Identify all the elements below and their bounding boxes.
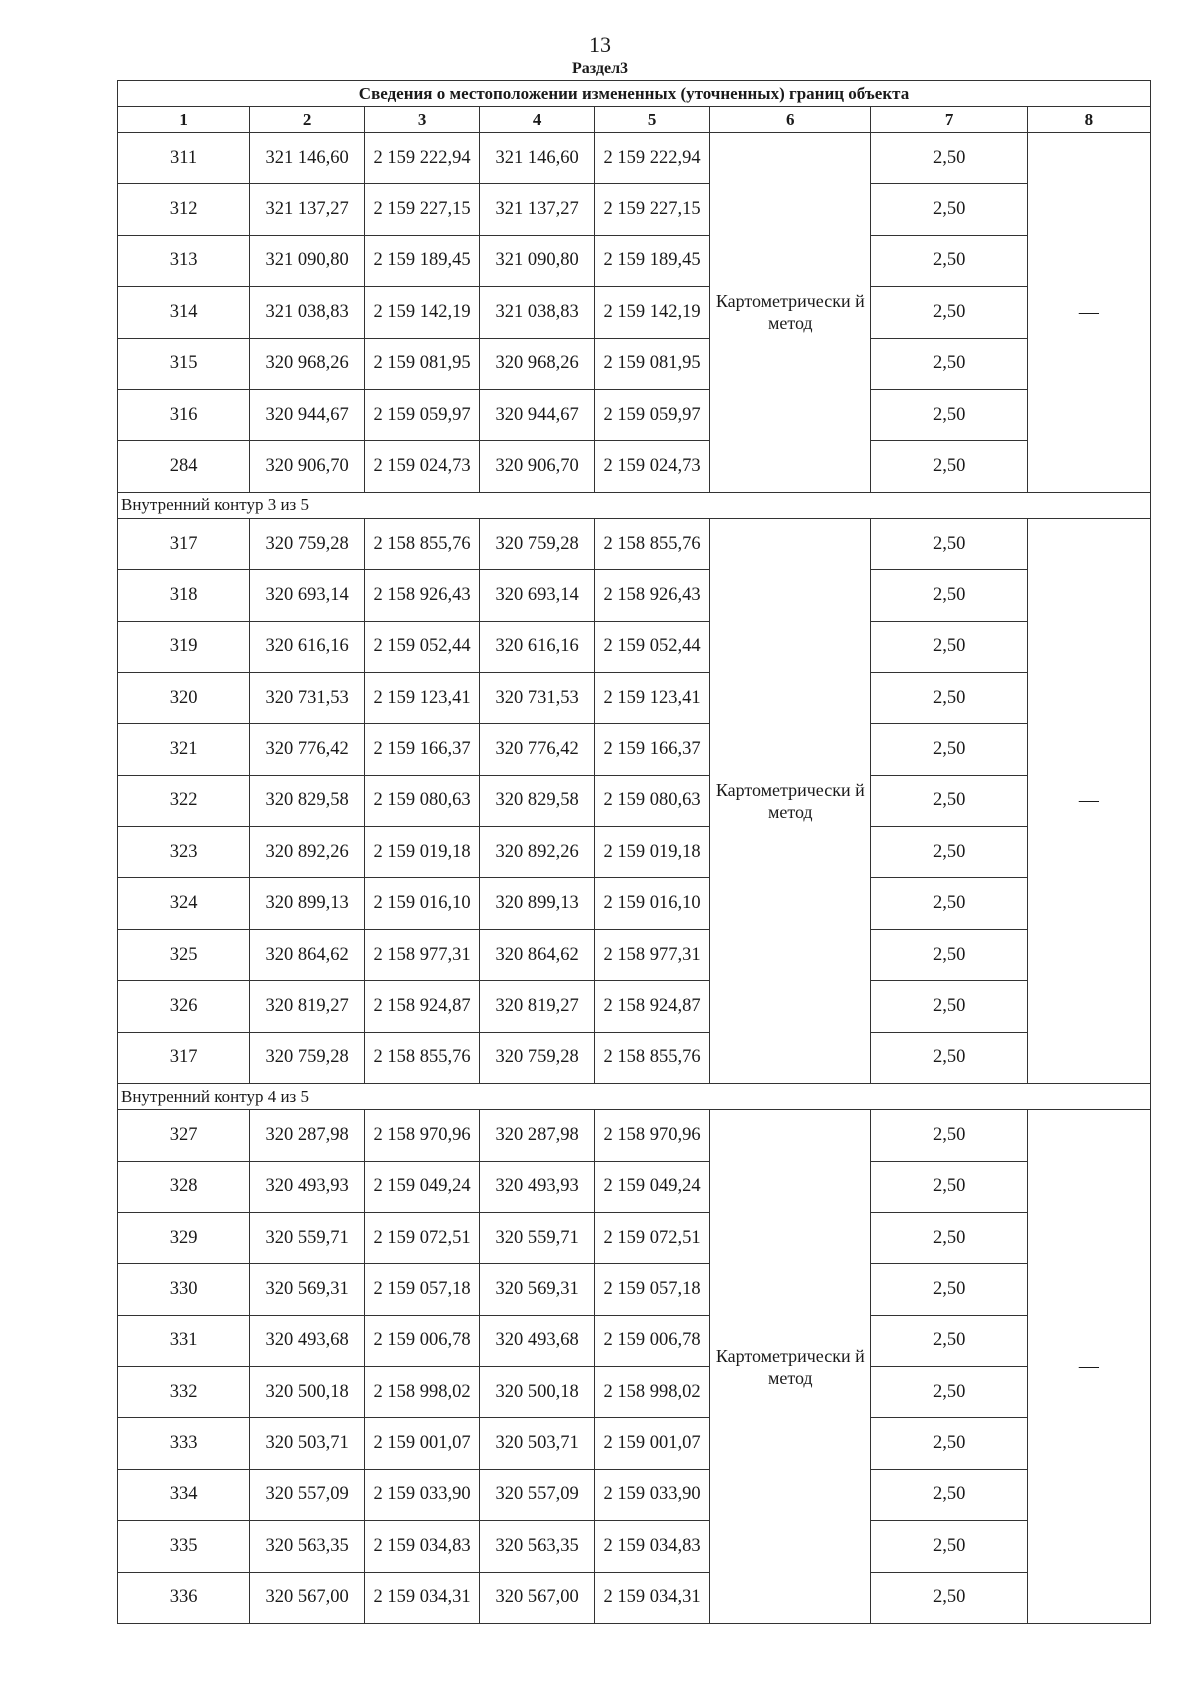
accuracy-cell: 2,50	[871, 1367, 1027, 1418]
coordinate-cell: 320 493,93	[480, 1161, 595, 1212]
method-cell: Картометрически й метод	[710, 133, 871, 493]
coordinate-cell: 321 090,80	[250, 235, 365, 286]
contour-label-row	[118, 1083, 1151, 1109]
point-number-cell: 333	[118, 1418, 250, 1469]
column-header: 1	[118, 107, 250, 133]
coordinate-cell: 2 159 222,94	[365, 133, 480, 184]
coordinate-cell: 321 146,60	[480, 133, 595, 184]
coordinate-cell: 321 038,83	[250, 287, 365, 338]
accuracy-cell: 2,50	[871, 981, 1027, 1032]
coordinate-cell: 320 693,14	[250, 570, 365, 621]
table-body	[118, 133, 1151, 1624]
point-number-cell: 330	[118, 1264, 250, 1315]
coordinate-cell: 2 158 977,31	[595, 929, 710, 980]
contour-label: Внутренний контур 3 из 5	[118, 492, 1151, 518]
coordinate-cell: 321 090,80	[480, 235, 595, 286]
coordinate-cell: 320 899,13	[250, 878, 365, 929]
table-row	[118, 724, 1151, 775]
coordinate-cell: 2 159 227,15	[595, 184, 710, 235]
point-number-cell: 312	[118, 184, 250, 235]
accuracy-cell: 2,50	[871, 1315, 1027, 1366]
coordinate-cell: 2 158 977,31	[365, 929, 480, 980]
coordinate-cell: 2 159 081,95	[595, 338, 710, 389]
accuracy-cell: 2,50	[871, 827, 1027, 878]
coordinate-cell: 2 158 924,87	[365, 981, 480, 1032]
point-number-cell: 336	[118, 1572, 250, 1624]
coordinate-cell: 320 569,31	[480, 1264, 595, 1315]
column-header: 3	[365, 107, 480, 133]
coordinate-cell: 2 159 016,10	[365, 878, 480, 929]
coordinate-cell: 320 944,67	[250, 389, 365, 440]
coordinate-cell: 320 616,16	[480, 621, 595, 672]
point-number-cell: 329	[118, 1212, 250, 1263]
point-number-cell: 321	[118, 724, 250, 775]
table-row	[118, 1161, 1151, 1212]
coordinate-cell: 2 158 855,76	[365, 1032, 480, 1083]
coordinate-cell: 320 899,13	[480, 878, 595, 929]
accuracy-cell: 2,50	[871, 570, 1027, 621]
table-caption: Сведения о местоположении измененных (уточненных) границ объекта	[118, 81, 1151, 107]
page-number: 13	[589, 32, 611, 57]
point-number-cell: 328	[118, 1161, 250, 1212]
accuracy-cell: 2,50	[871, 518, 1027, 569]
coordinate-cell: 2 159 123,41	[365, 672, 480, 723]
point-number-cell: 322	[118, 775, 250, 826]
table-row	[118, 133, 1151, 184]
accuracy-cell: 2,50	[871, 133, 1027, 184]
coordinate-cell: 320 493,68	[250, 1315, 365, 1366]
accuracy-cell: 2,50	[871, 878, 1027, 929]
coordinate-cell: 2 159 034,83	[365, 1521, 480, 1572]
table-row	[118, 929, 1151, 980]
coordinate-cell: 2 159 052,44	[365, 621, 480, 672]
coordinate-cell: 320 493,68	[480, 1315, 595, 1366]
coordinate-cell: 320 776,42	[480, 724, 595, 775]
coordinate-cell: 320 892,26	[250, 827, 365, 878]
coordinate-cell: 2 159 081,95	[365, 338, 480, 389]
coordinate-cell: 320 557,09	[250, 1469, 365, 1520]
accuracy-cell: 2,50	[871, 1110, 1027, 1161]
coordinate-cell: 2 159 049,24	[595, 1161, 710, 1212]
coordinate-cell: 2 159 057,18	[595, 1264, 710, 1315]
coordinate-cell: 320 776,42	[250, 724, 365, 775]
table-row	[118, 1367, 1151, 1418]
accuracy-cell: 2,50	[871, 1521, 1027, 1572]
coordinate-cell: 320 559,71	[250, 1212, 365, 1263]
table-row	[118, 184, 1151, 235]
coordinate-cell: 2 159 227,15	[365, 184, 480, 235]
table-row	[118, 672, 1151, 723]
point-number-cell: 331	[118, 1315, 250, 1366]
coordinate-cell: 320 968,26	[250, 338, 365, 389]
table-row	[118, 1032, 1151, 1083]
point-number-cell: 284	[118, 441, 250, 492]
table-row	[118, 1110, 1151, 1161]
coordinate-cell: 2 158 924,87	[595, 981, 710, 1032]
section-title: Раздел3	[571, 60, 629, 77]
point-number-cell: 326	[118, 981, 250, 1032]
coordinate-cell: 320 829,58	[480, 775, 595, 826]
coordinate-cell: 320 906,70	[250, 441, 365, 492]
point-number-cell: 319	[118, 621, 250, 672]
table-row	[118, 441, 1151, 492]
accuracy-cell: 2,50	[871, 389, 1027, 440]
table-row	[118, 1315, 1151, 1366]
point-number-cell: 327	[118, 1110, 250, 1161]
coordinate-cell: 2 159 006,78	[365, 1315, 480, 1366]
accuracy-cell: 2,50	[871, 1264, 1027, 1315]
table-row	[118, 518, 1151, 569]
coordinate-cell: 2 159 166,37	[595, 724, 710, 775]
coordinate-cell: 321 146,60	[250, 133, 365, 184]
accuracy-cell: 2,50	[871, 621, 1027, 672]
column-header: 5	[595, 107, 710, 133]
coordinate-cell: 2 158 926,43	[365, 570, 480, 621]
coordinate-cell: 2 159 123,41	[595, 672, 710, 723]
coordinate-cell: 320 500,18	[480, 1367, 595, 1418]
table-row	[118, 338, 1151, 389]
coordinate-cell: 2 159 024,73	[595, 441, 710, 492]
coordinate-cell: 320 287,98	[250, 1110, 365, 1161]
point-number-cell: 313	[118, 235, 250, 286]
point-number-cell: 332	[118, 1367, 250, 1418]
coordinate-cell: 320 500,18	[250, 1367, 365, 1418]
coordinate-cell: 2 159 034,31	[595, 1572, 710, 1624]
contour-label: Внутренний контур 4 из 5	[118, 1083, 1151, 1109]
coordinate-cell: 320 557,09	[480, 1469, 595, 1520]
coordinate-cell: 320 493,93	[250, 1161, 365, 1212]
point-number-cell: 315	[118, 338, 250, 389]
coordinate-cell: 320 616,16	[250, 621, 365, 672]
accuracy-cell: 2,50	[871, 1469, 1027, 1520]
coordinate-cell: 320 693,14	[480, 570, 595, 621]
coordinate-cell: 2 159 189,45	[365, 235, 480, 286]
coordinate-cell: 320 864,62	[480, 929, 595, 980]
coordinate-cell: 2 159 222,94	[595, 133, 710, 184]
coordinate-cell: 2 158 855,76	[365, 518, 480, 569]
accuracy-cell: 2,50	[871, 235, 1027, 286]
point-number-cell: 318	[118, 570, 250, 621]
column-header: 2	[250, 107, 365, 133]
coordinate-cell: 2 159 016,10	[595, 878, 710, 929]
table-row	[118, 1264, 1151, 1315]
coordinate-cell: 320 569,31	[250, 1264, 365, 1315]
point-number-cell: 324	[118, 878, 250, 929]
coordinate-cell: 320 559,71	[480, 1212, 595, 1263]
coordinate-cell: 320 759,28	[480, 1032, 595, 1083]
coordinate-cell: 2 159 033,90	[595, 1469, 710, 1520]
coordinate-cell: 320 567,00	[250, 1572, 365, 1624]
point-number-cell: 314	[118, 287, 250, 338]
coordinate-cell: 320 503,71	[250, 1418, 365, 1469]
accuracy-cell: 2,50	[871, 441, 1027, 492]
coordinate-cell: 2 159 033,90	[365, 1469, 480, 1520]
coordinate-cell: 2 159 059,97	[595, 389, 710, 440]
accuracy-cell: 2,50	[871, 287, 1027, 338]
accuracy-cell: 2,50	[871, 775, 1027, 826]
coordinate-cell: 2 159 080,63	[595, 775, 710, 826]
coordinate-cell: 2 158 998,02	[595, 1367, 710, 1418]
coordinate-cell: 2 159 080,63	[365, 775, 480, 826]
coordinate-cell: 320 567,00	[480, 1572, 595, 1624]
coordinate-cell: 320 731,53	[250, 672, 365, 723]
accuracy-cell: 2,50	[871, 1032, 1027, 1083]
coordinate-cell: 321 038,83	[480, 287, 595, 338]
coordinate-cell: 2 159 052,44	[595, 621, 710, 672]
table-row	[118, 1212, 1151, 1263]
column-header: 7	[871, 107, 1027, 133]
table-row	[118, 570, 1151, 621]
column-8-cell: —	[1027, 518, 1150, 1083]
column-header: 4	[480, 107, 595, 133]
column-header: 8	[1027, 107, 1150, 133]
coordinate-cell: 2 159 001,07	[595, 1418, 710, 1469]
coordinate-cell: 2 159 049,24	[365, 1161, 480, 1212]
coordinate-cell: 2 158 855,76	[595, 1032, 710, 1083]
point-number-cell: 317	[118, 1032, 250, 1083]
accuracy-cell: 2,50	[871, 1572, 1027, 1624]
table-row	[118, 621, 1151, 672]
table-row	[118, 287, 1151, 338]
coordinate-cell: 2 158 855,76	[595, 518, 710, 569]
coordinate-cell: 320 864,62	[250, 929, 365, 980]
accuracy-cell: 2,50	[871, 929, 1027, 980]
coordinate-cell: 320 906,70	[480, 441, 595, 492]
table-row	[118, 1418, 1151, 1469]
coordinate-cell: 2 159 059,97	[365, 389, 480, 440]
coordinate-cell: 2 159 057,18	[365, 1264, 480, 1315]
coordinate-cell: 320 759,28	[250, 518, 365, 569]
point-number-cell: 323	[118, 827, 250, 878]
table-row	[118, 389, 1151, 440]
table-row	[118, 981, 1151, 1032]
point-number-cell: 311	[118, 133, 250, 184]
coordinate-cell: 321 137,27	[480, 184, 595, 235]
table-row	[118, 775, 1151, 826]
coordinate-cell: 320 563,35	[480, 1521, 595, 1572]
column-header-row	[118, 107, 1151, 133]
coordinate-cell: 2 159 001,07	[365, 1418, 480, 1469]
coordinate-cell: 2 159 024,73	[365, 441, 480, 492]
column-header: 6	[710, 107, 871, 133]
coordinate-cell: 320 829,58	[250, 775, 365, 826]
coordinate-cell: 320 563,35	[250, 1521, 365, 1572]
accuracy-cell: 2,50	[871, 724, 1027, 775]
coordinate-cell: 320 968,26	[480, 338, 595, 389]
coordinate-cell: 2 158 970,96	[365, 1110, 480, 1161]
coordinate-cell: 2 159 034,83	[595, 1521, 710, 1572]
coordinate-cell: 320 759,28	[250, 1032, 365, 1083]
coordinate-cell: 320 731,53	[480, 672, 595, 723]
coordinates-table	[117, 80, 1151, 1624]
coordinate-cell: 2 159 019,18	[595, 827, 710, 878]
coordinate-cell: 2 159 072,51	[595, 1212, 710, 1263]
coordinate-cell: 2 159 189,45	[595, 235, 710, 286]
coordinate-cell: 320 944,67	[480, 389, 595, 440]
coordinate-cell: 2 159 166,37	[365, 724, 480, 775]
column-8-cell: —	[1027, 1110, 1150, 1624]
coordinate-cell: 2 159 006,78	[595, 1315, 710, 1366]
contour-label-row	[118, 492, 1151, 518]
coordinate-cell: 2 159 142,19	[365, 287, 480, 338]
coordinate-cell: 320 287,98	[480, 1110, 595, 1161]
accuracy-cell: 2,50	[871, 1212, 1027, 1263]
coordinate-cell: 320 819,27	[250, 981, 365, 1032]
accuracy-cell: 2,50	[871, 1418, 1027, 1469]
accuracy-cell: 2,50	[871, 184, 1027, 235]
table-row	[118, 1469, 1151, 1520]
coordinate-cell: 2 159 019,18	[365, 827, 480, 878]
table-row	[118, 1572, 1151, 1624]
point-number-cell: 320	[118, 672, 250, 723]
table-row	[118, 1521, 1151, 1572]
method-cell: Картометрически й метод	[710, 518, 871, 1083]
method-cell: Картометрически й метод	[710, 1110, 871, 1624]
coordinate-cell: 2 158 926,43	[595, 570, 710, 621]
coordinate-cell: 321 137,27	[250, 184, 365, 235]
point-number-cell: 335	[118, 1521, 250, 1572]
accuracy-cell: 2,50	[871, 338, 1027, 389]
coordinate-cell: 320 892,26	[480, 827, 595, 878]
coordinate-cell: 2 158 970,96	[595, 1110, 710, 1161]
coordinate-cell: 2 159 142,19	[595, 287, 710, 338]
point-number-cell: 334	[118, 1469, 250, 1520]
column-8-cell: —	[1027, 133, 1150, 493]
coordinate-cell: 320 503,71	[480, 1418, 595, 1469]
coordinate-cell: 2 158 998,02	[365, 1367, 480, 1418]
table-row	[118, 827, 1151, 878]
point-number-cell: 316	[118, 389, 250, 440]
coordinate-cell: 320 819,27	[480, 981, 595, 1032]
point-number-cell: 325	[118, 929, 250, 980]
accuracy-cell: 2,50	[871, 1161, 1027, 1212]
coordinate-cell: 320 759,28	[480, 518, 595, 569]
coordinate-cell: 2 159 034,31	[365, 1572, 480, 1624]
accuracy-cell: 2,50	[871, 672, 1027, 723]
table-row	[118, 878, 1151, 929]
point-number-cell: 317	[118, 518, 250, 569]
table-row	[118, 235, 1151, 286]
coordinate-cell: 2 159 072,51	[365, 1212, 480, 1263]
